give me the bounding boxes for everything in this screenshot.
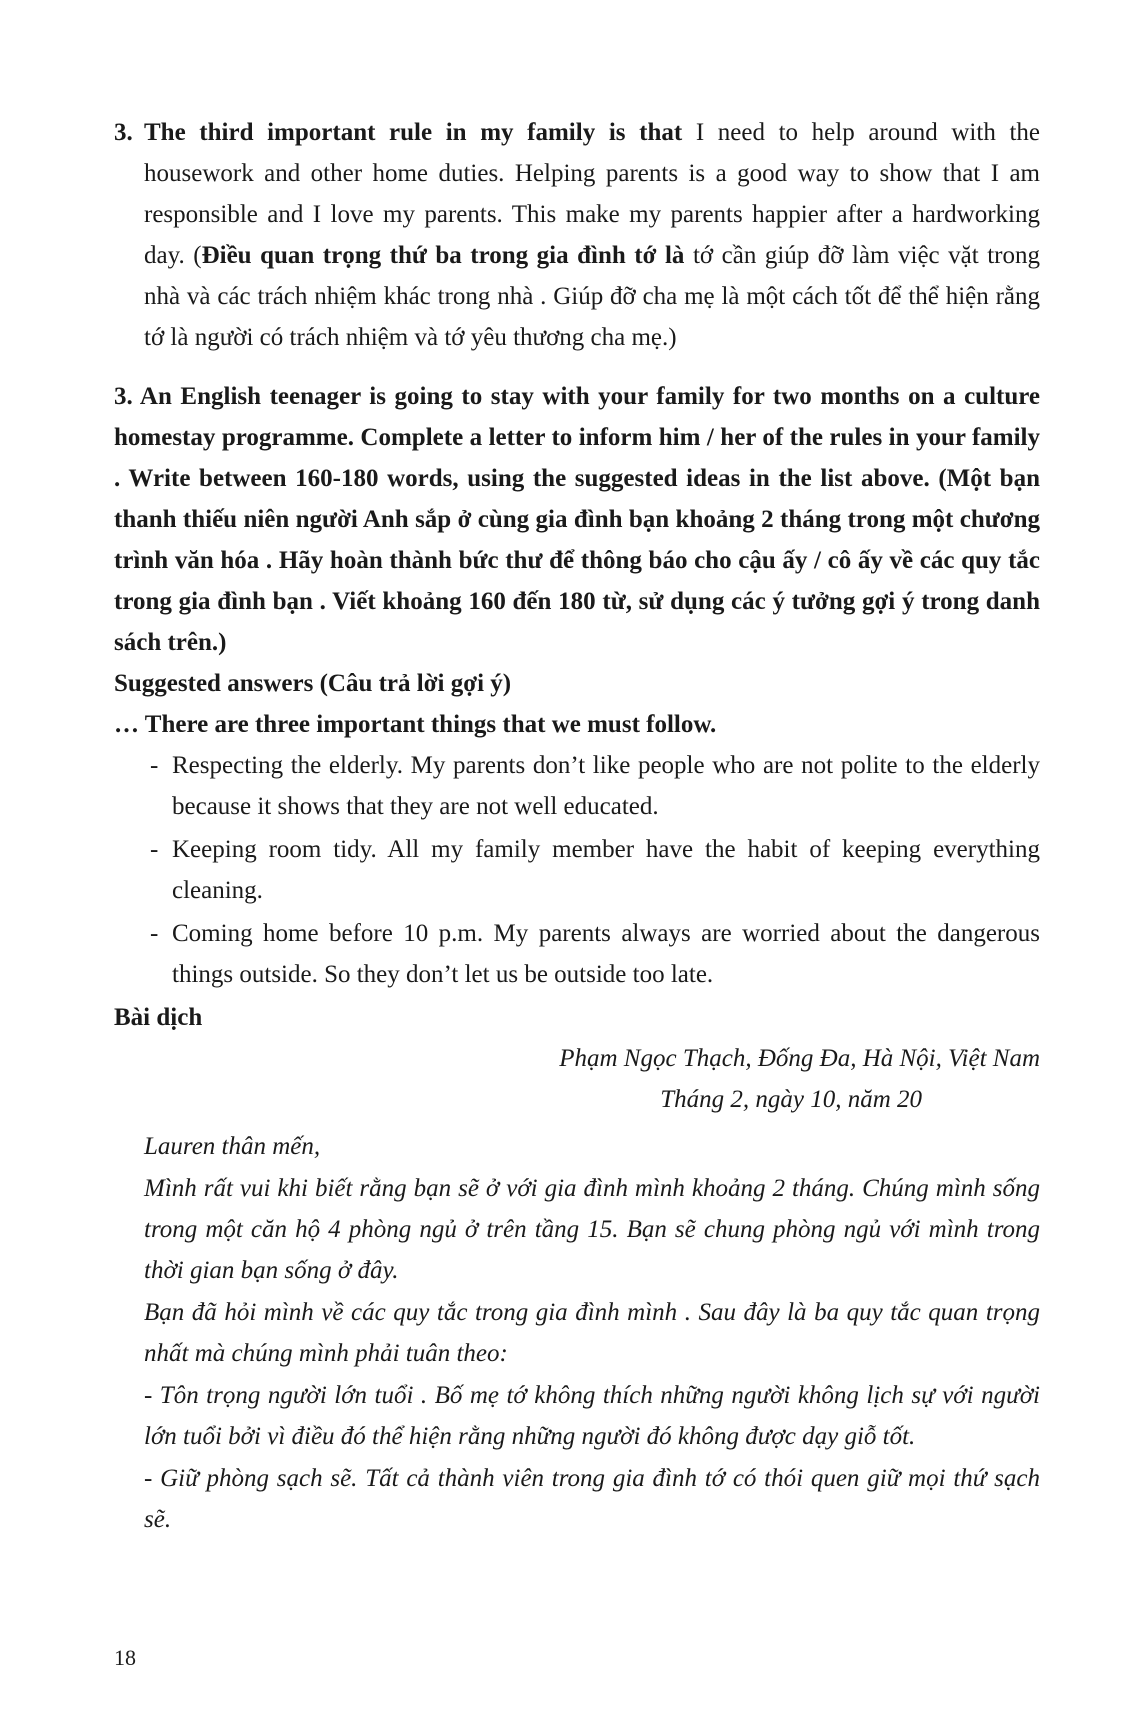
rule-body: I need to help around with the housework and other home duties. Helping parents is a good way to show that I am responsible and I love my parents. This make my parents happier after a hardworking day. ( — [144, 119, 1040, 269]
list-item: - Coming home before 10 p.m. My parents always are worried about the dangerous things outside. So they don’t let us be outside too late. — [114, 913, 1040, 995]
rule-vi-bold: Điều quan trọng thứ ba trong gia đình tớ là — [201, 242, 685, 269]
letter-greeting: Lauren thân mến, — [144, 1133, 321, 1160]
translation-heading: Bài dịch — [114, 1004, 203, 1031]
question-text: 3. An English teenager is going to stay with your family for two months on a culture homestay programme. Complete a letter to inform him / her of the rules in your family . Write between 160-180 words, using the suggested ideas in the list above. (Một bạn thanh thiếu niên người Anh sắp ở cùng gia đình bạn khoảng 2 tháng trong một chương trình văn hóa . Hãy hoàn thành bức thư để thông báo cho cậu ấy / cô ấy về các quy tắc trong gia đình bạn . Viết khoảng 160 đến 180 từ, sử dụng các ý tưởng gợi ý trong danh sách trên.) — [114, 383, 1040, 656]
answer-bullets — [114, 745, 1040, 995]
letter-paragraph-1: Mình rất vui khi biết rằng bạn sẽ ở với gia đình mình khoảng 2 tháng. Chúng mình sống trong một căn hộ 4 phòng ngủ ở trên tầng 15. Bạn sẽ chung phòng ngủ với mình trong thời gian bạn sống ở đây. — [144, 1175, 1040, 1284]
letter-item-1: - Tôn trọng người lớn tuổi . Bố mẹ tớ không thích những người không lịch sự với người lớn tuổi bởi vì điều đó thể hiện rằng những người đó không được dạy giỗ tốt. — [144, 1382, 1040, 1450]
bullet-dash: - — [150, 920, 159, 947]
question-block — [114, 376, 1040, 745]
page-content — [114, 112, 1040, 1541]
list-item: - Respecting the elderly. My parents don’t like people who are not polite to the elderly because it shows that they are not well educated. — [114, 745, 1040, 827]
rule-three-paragraph — [114, 112, 1040, 358]
page-number: 18 — [114, 1645, 136, 1670]
rule-vi-text: tớ cần giúp đỡ làm việc vặt trong nhà và các trách nhiệm khác trong nhà . Giúp đỡ cha mẹ là một cách tốt để thể hiện rằng tớ là người có trách nhiệm và tớ yêu thương cha mẹ.) — [144, 242, 1040, 351]
rule-bold-intro: The third important rule in my family is that — [144, 119, 683, 146]
suggested-answers-heading: Suggested answers (Câu trả lời gợi ý) — [114, 670, 512, 697]
letter-body — [114, 1126, 1040, 1540]
bullet-dash: - — [150, 752, 159, 779]
bullet-dash: - — [150, 836, 159, 863]
answers-intro: … There are three important things that we must follow. — [114, 711, 717, 738]
letter-paragraph-2: Bạn đã hỏi mình về các quy tắc trong gia đình mình . Sau đây là ba quy tắc quan trọng nhất mà chúng mình phải tuân theo: — [144, 1299, 1040, 1367]
letter-date: Tháng 2, ngày 10, năm 20 — [660, 1086, 922, 1113]
letter-address: Phạm Ngọc Thạch, Đống Đa, Hà Nội, Việt Nam — [559, 1045, 1040, 1072]
letter-item-2: - Giữ phòng sạch sẽ. Tất cả thành viên trong gia đình tớ có thói quen giữ mọi thứ sạch sẽ. — [144, 1465, 1040, 1533]
list-item: - Keeping room tidy. All my family member have the habit of keeping everything cleaning. — [114, 829, 1040, 911]
rule-number: 3. — [114, 119, 133, 146]
